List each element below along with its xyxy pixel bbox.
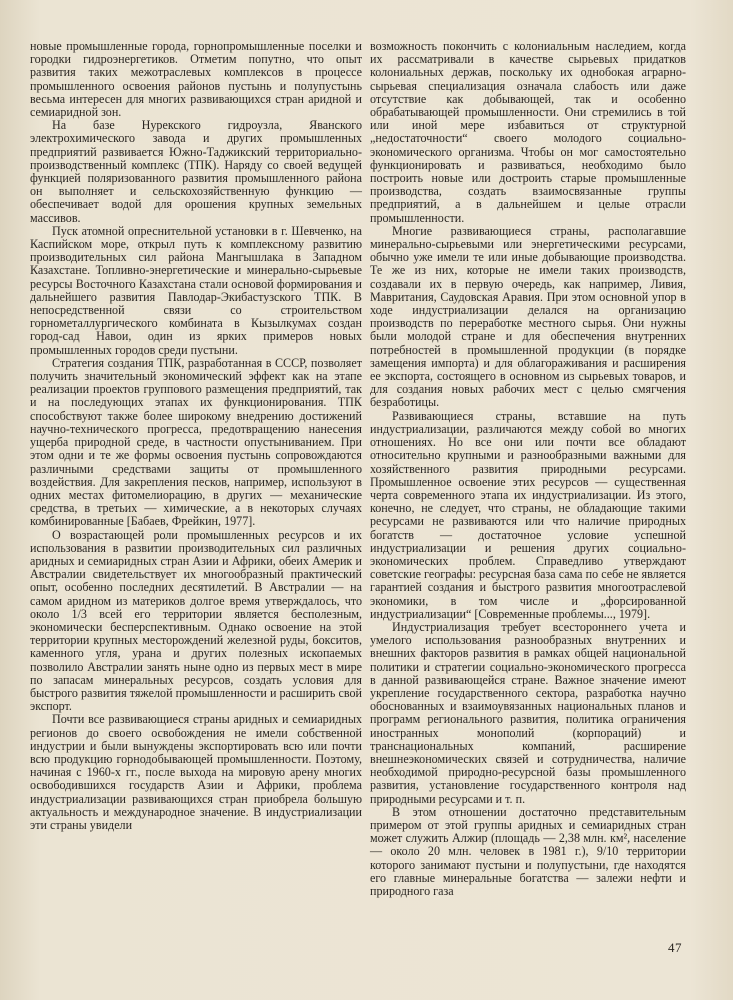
paragraph: Пуск атомной опреснительной установки в г. Шевченко, на Каспийском море, открыл путь к комплексному развитию производительных сил района Мангышлака в Западном Казахстане. Топливно-энергетические и минерально-сырьевые ресурсы Восточного Казахстана стали основой формирования и дальнейшего развития Павлодар-Экибастузского ТПК. В непосредственной связи со строительством горнометаллургического комбината в Кызылкумах создан город-сад Навои, один из ярких примеров новых промышленных городов среди пустыни. [30, 223, 362, 357]
left-column [30, 40, 362, 832]
paragraph: Стратегия создания ТПК, разработанная в СССР, позволяет получить значительный экономический эффект как на этапе реализации проектов группового размещения предприятий, так и на последующих этапах их функционирования. ТПК способствуют также более широкому внедрению достижений научно-технического прогресса, предотвращению нанесения ущерба природной среде, в частности опустыниванием. При этом одни и те же формы освоения пустынь сопровождаются различными средствами защиты от промышленного воздействия. Для закрепления песков, например, используют в одних местах фитомелиорацию, в других — механические средства, в третьих — химические, а в некоторых случаях комбинированные [Бабаев, Фрейкин, 1977]. [30, 355, 362, 529]
paragraph: Индустриализация требует всестороннего учета и умелого использования разнообразных внутренних и внешних факторов развития в рамках общей национальной политики и стратегии социально-экономического прогресса в данной развивающейся стране. Важное значение имеют укрепление государственного сектора, разработка научно обоснованных и взаимоувязанных национальных планов и программ регионального развития, политика ограничения иностранных монополий (корпораций) и транснациональных компаний, расширение внешнеэкономических связей и сотрудничества, наличие необходимой природно-ресурсной базы промышленного развития, установление государственного контроля над природными ресурсами и т. п. [370, 619, 686, 806]
paragraph: На базе Нурекского гидроузла, Яванского электрохимического завода и других промышленных предприятий развивается Южно-Таджикский территориально-производственный комплекс (ТПК). Наряду со своей ведущей функцией поляризованного развития промышленного района он выполняет и сельскохозяйственную функцию — обеспечивает водой для орошения крупных земельных массивов. [30, 118, 362, 225]
page-number: 47 [668, 940, 682, 955]
paragraph: Почти все развивающиеся страны аридных и семиаридных регионов до своего освобождения не имели собственной индустрии и были вынуждены экспортировать всю или почти всю продукцию горнодобывающей промышленности. Поэтому, начиная с 1960-х гг., после выхода на мировую арену многих освободившихся государств Азии и Африки, проблема индустриализации развивающихся стран приобрела большую актуальность и международное значение. В индустриализации эти страны увидели [30, 712, 362, 832]
paragraph: новые промышленные города, горнопромышленные поселки и городки гидроэнергетиков. Отметим попутно, что опыт развития таких межотраслевых комплексов в процессе промышленного освоения районов пустынь и полупустынь весьма интересен для многих развивающихся стран аридной и семиаридной зон. [30, 39, 362, 120]
right-column [370, 40, 686, 898]
paragraph: возможность покончить с колониальным наследием, когда их рассматривали в качестве сырьевых придатков колониальных держав, поскольку их однобокая аграрно-сырьевая специализация означала слабость или даже отсутствие как добывающей, так и особенно обрабатывающей промышленности. Они стремились в той или иной мере избавиться от структурной „недостаточности“ своего молодого социально-экономического организма. Чтобы он мог самостоятельно функционировать и развиваться, необходимо было построить новые или достроить старые промышленные производства, создать взаимосвязанные группы предприятий, а в дальнейшем и целые отрасли промышленности. [370, 39, 686, 225]
paragraph: Многие развивающиеся страны, располагавшие минерально-сырьевыми или энергетическими ресурсами, обычно уже имели те или иные добывающие производства. Те же из них, которые не имели таких производств, создавали их в первую очередь, как например, Ливия, Мавритания, Саудовская Аравия. При этом основной упор в ходе индустриализации делался на организацию производств по переработке местного сырья. Они нужны были молодой стране и для обеспечения внутренних потребностей в промышленной продукции (в порядке замещения импорта) и для облагораживания и расширения ее экспорта, состоящего в основном из сырьевых товаров, и для создания новых рабочих мест с целью смягчения безработицы. [370, 223, 686, 410]
paragraph: В этом отношении достаточно представительным примером от этой группы аридных и семиаридных стран может служить Алжир (площадь — 2,38 млн. км², население — около 20 млн. человек в 1981 г.), 9/10 территории которого занимают пустыни и полупустыни, где находятся его главные минеральные богатства — залежи нефти и природного газа [370, 804, 686, 898]
paragraph: Развивающиеся страны, вставшие на путь индустриализации, различаются между собой во многих отношениях. Но все они или почти все обладают относительно крупными и разнообразными важными для хозяйственного развития природными ресурсами. Промышленное освоение этих ресурсов — существенная черта современного этапа их индустриализации. Из этого, конечно, не следует, что страны, не обладающие такими ресурсами не развиваются или что наличие природных богатств — достаточное условие успешной индустриализации и решения других социально-экономических проблем. Справедливо утверждают советские географы: ресурсная база сама по себе не является гарантией создания и быстрого развития многоотраслевой экономики, в том числе и „форсированной индустриализации“ [Современные проблемы..., 1979]. [370, 408, 686, 621]
paragraph: О возрастающей роли промышленных ресурсов и их использования в развитии производительных сил различных аридных и семиаридных стран Азии и Африки, обеих Америк и Австралии свидетельствует их многообразный практический опыт, особенно последних десятилетий. В Австралии — на самом аридном из материков долгое время утверждалось, что около 1/3 всей его территории является бесполезным, экономически бесперспективным. Однако освоение на этой территории крупных месторождений железной руды, бокситов, каменного угля, урана и других полезных ископаемых позволило Австралии занять ныне одно из первых мест в мире по запасам минеральных ресурсов, создать условия для быстрого развития тяжелой промышленности и расширить свой экспорт. [30, 527, 362, 714]
